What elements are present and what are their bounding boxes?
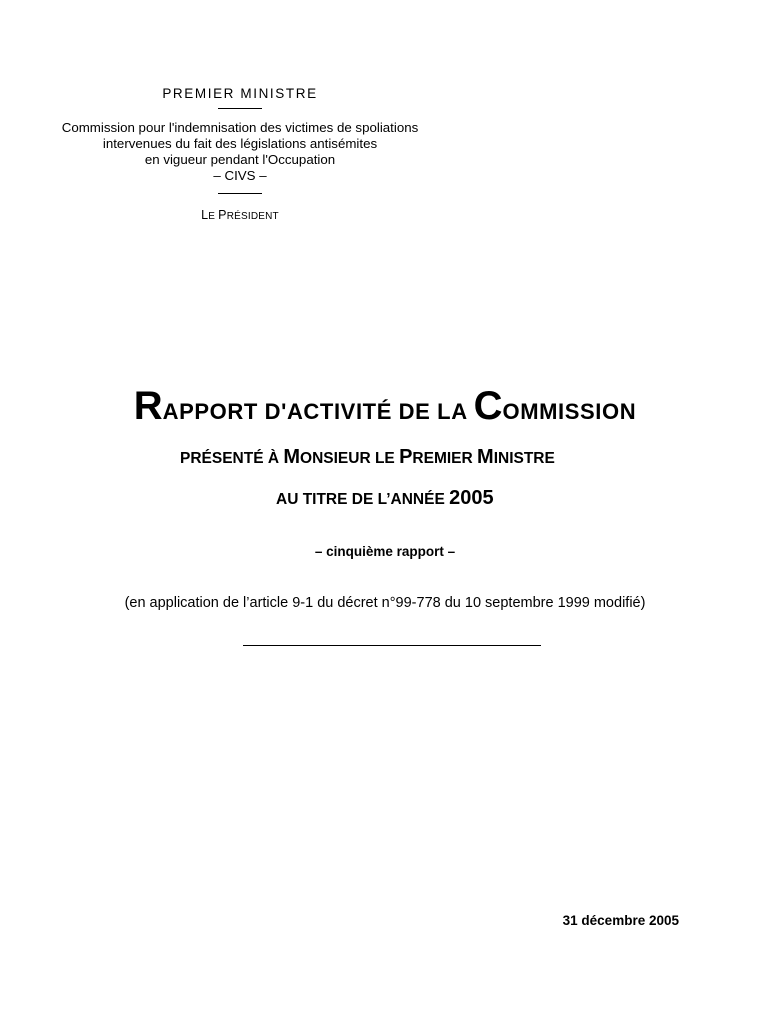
commission-line: en vigueur pendant l'Occupation — [144, 152, 336, 167]
title-text: APPORT D'ACTIVITÉ DE LA — [162, 399, 474, 424]
letterhead — [40, 86, 440, 225]
president-initial: L — [201, 208, 209, 222]
header-divider — [218, 193, 262, 194]
legal-reference: (en application de l’article 9-1 du décret n°99-778 du 10 septembre 1999 modifié) — [124, 595, 646, 611]
subtitle-text: INISTRE — [493, 450, 555, 467]
report-year: 2005 — [449, 487, 494, 509]
subtitle-text: REMIER — [412, 450, 478, 467]
report-year-line — [276, 487, 494, 510]
title-initial: C — [473, 384, 503, 428]
president-text: E — [208, 211, 219, 222]
president-text: RÉSIDENT — [226, 211, 279, 222]
subtitle-initial: M — [283, 446, 301, 468]
subtitle-initial: P — [399, 446, 413, 468]
commission-line: intervenues du fait des législations antisémites — [102, 136, 378, 151]
report-number: – cinquième rapport – — [314, 544, 456, 559]
report-subtitle — [180, 446, 640, 469]
president-initial: P — [218, 208, 227, 222]
report-date: 31 décembre 2005 — [562, 913, 679, 928]
section-divider — [243, 645, 541, 646]
president-label — [40, 207, 440, 225]
header-divider — [218, 108, 262, 109]
commission-line: Commission pour l'indemnisation des victimes de spoliations — [61, 120, 419, 135]
subtitle-initial: M — [477, 446, 494, 468]
ministry-name: PREMIER MINISTRE — [162, 86, 318, 101]
commission-acronym: – CIVS – — [213, 168, 267, 183]
title-text: OMMISSION — [502, 399, 637, 424]
report-title — [0, 384, 770, 429]
year-line-text: AU TITRE DE L’ANNÉE — [276, 491, 450, 508]
subtitle-text: PRÉSENTÉ À — [180, 450, 284, 467]
title-initial: R — [133, 384, 163, 428]
subtitle-text: ONSIEUR LE — [300, 450, 400, 467]
